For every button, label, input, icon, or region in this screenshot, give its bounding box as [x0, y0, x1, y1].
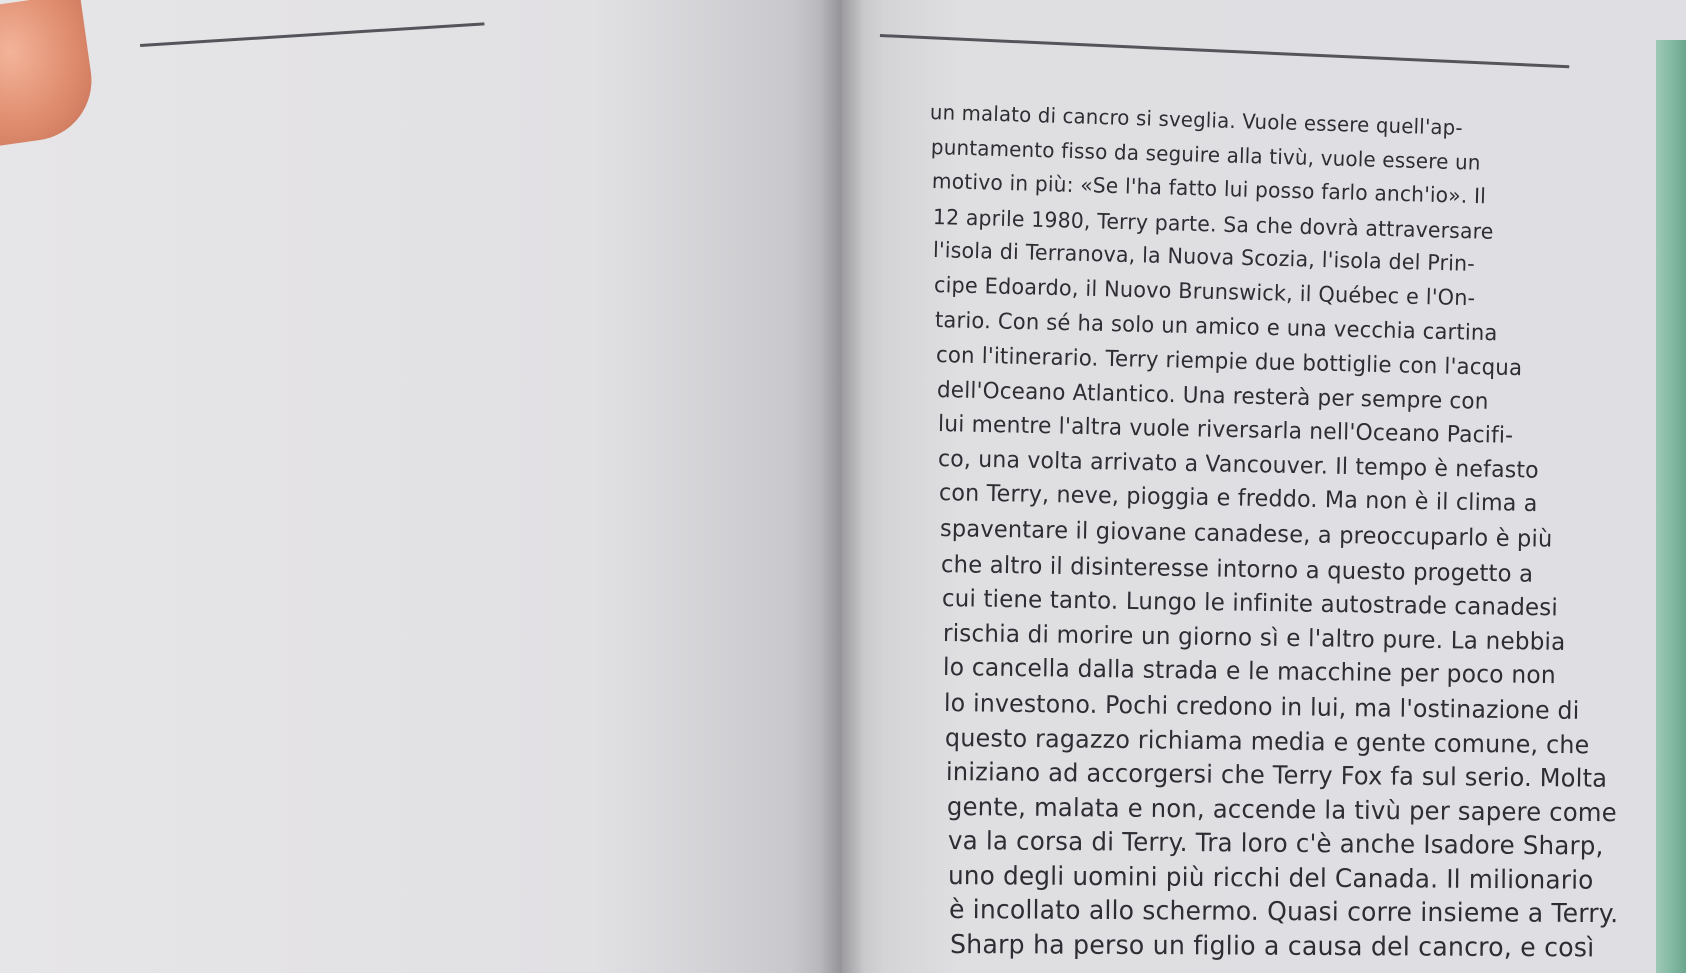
text-line: dell'Oceano Atlantico. Una resterà per sempre con: [936, 376, 1489, 415]
text-line: l'isola di Terranova, la Nuova Scozia, l'isola del Prin-: [932, 238, 1476, 278]
text-line: cui tiene tanto. Lungo le infinite autostrade canadesi: [941, 584, 1558, 622]
text-line: gente, malata e non, accende la tivù per sapere come: [946, 791, 1617, 827]
text-line: spaventare il giovane canadese, a preoccuparlo è più: [939, 515, 1553, 553]
text-line: uno degli uomini più ricchi del Canada. Il milionario: [948, 860, 1594, 896]
text-line: rischia di morire un giorno sì e l'altro pure. La nebbia: [942, 618, 1566, 656]
text-line: motivo in più: «Se l'ha fatto lui posso farlo anch'io». Il: [931, 169, 1486, 209]
book-gutter: [820, 0, 864, 973]
text-line: lo cancella dalla strada e le macchine per poco non: [943, 653, 1557, 690]
text-line: un malato di cancro si sveglia. Vuole essere quell'ap-: [929, 100, 1464, 140]
text-line: puntamento fisso da seguire alla tivù, vuole essere un: [930, 134, 1481, 175]
text-line: con Terry, neve, pioggia e freddo. Ma non è il clima a: [938, 480, 1539, 518]
text-line: lui mentre l'altra vuole riversarla nell'Oceano Pacifi-: [937, 411, 1513, 450]
text-line: 12 aprile 1980, Terry parte. Sa che dovrà attraversare: [932, 203, 1494, 244]
book-edge-strip: [1656, 40, 1686, 973]
text-line: lo investono. Pochi credono in lui, ma l'ostinazione di: [944, 687, 1580, 725]
text-line: è incollato allo schermo. Quasi corre insieme a Terry.: [949, 895, 1619, 930]
text-line: con l'itinerario. Terry riempie due bottiglie con l'acqua: [935, 342, 1523, 382]
text-line: che altro il disinteresse intorno a questo progetto a: [940, 549, 1534, 588]
text-line: tario. Con sé ha solo un amico e una vecchia cartina: [934, 307, 1498, 346]
text-line: co, una volta arrivato a Vancouver. Il tempo è nefasto: [938, 445, 1540, 484]
text-line: va la corsa di Terry. Tra loro c'è anche Isadore Sharp,: [947, 826, 1604, 861]
text-line: Sharp ha perso un figlio a causa del cancro, e così: [949, 930, 1595, 964]
text-line: iniziano ad accorgersi che Terry Fox fa sul serio. Molta: [945, 757, 1608, 793]
text-line: cipe Edoardo, il Nuovo Brunswick, il Québec e l'On-: [933, 272, 1476, 312]
text-line: questo ragazzo richiama media e gente comune, che: [944, 722, 1590, 759]
